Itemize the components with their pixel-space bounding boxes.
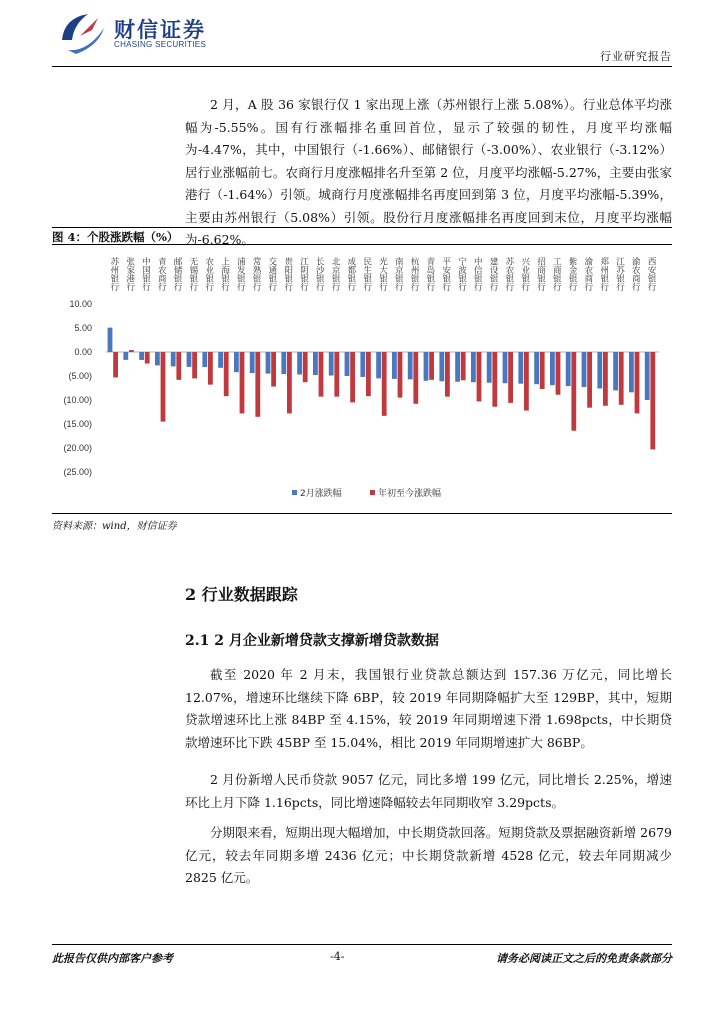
category-label: 兴业银行: [519, 257, 530, 291]
logo-swoosh-dark: [62, 14, 88, 40]
figure-bottom-divider: [52, 513, 672, 514]
subsection-heading: 2.1 2 月企业新增贷款支撑新增贷款数据: [185, 633, 439, 649]
category-label: 渝农商行: [630, 257, 641, 291]
category-label: 平安银行: [440, 257, 451, 291]
legend-swatch: [292, 490, 297, 495]
category-label: 青农商行: [156, 257, 167, 291]
y-tick-label: (20.00): [63, 443, 92, 453]
logo-name-en: CHASING SECURITIES: [114, 40, 207, 49]
bar-feb-change: [518, 352, 523, 384]
footer-disclaimer: 此报告仅供内部客户参考: [52, 952, 173, 965]
bar-feb-change: [313, 352, 318, 375]
category-label: 南京银行: [393, 257, 404, 291]
bar-feb-change: [534, 352, 539, 384]
figure-caption: 图 4：个股涨跌幅（%）: [52, 230, 179, 244]
category-label: 长沙银行: [314, 257, 325, 291]
bar-feb-change: [471, 352, 476, 382]
y-tick-label: (15.00): [63, 419, 92, 429]
bar-feb-change: [613, 352, 618, 390]
bar-ytd-change: [556, 352, 561, 395]
category-label: 苏州银行: [108, 257, 119, 291]
bar-ytd-change: [540, 352, 545, 389]
footer-divider: [52, 944, 672, 945]
category-label: 青岛银行: [424, 257, 435, 291]
category-label: 无锡银行: [187, 257, 198, 291]
bar-ytd-change: [303, 352, 308, 382]
bar-feb-change: [345, 352, 350, 376]
y-tick-label: (25.00): [63, 467, 92, 477]
bar-ytd-change: [176, 352, 181, 380]
category-label: 浦发银行: [235, 257, 246, 291]
category-label: 农业银行: [203, 257, 214, 291]
footer-terms-notice: 请务必阅读正文之后的免责条款部分: [496, 952, 672, 965]
bar-ytd-change: [587, 352, 592, 408]
bar-ytd-change: [619, 352, 624, 405]
category-label: 北京银行: [330, 257, 341, 291]
bar-ytd-change: [508, 352, 513, 403]
bar-feb-change: [187, 352, 192, 367]
bar-feb-change: [582, 352, 587, 387]
category-label: 工商银行: [551, 257, 562, 291]
category-label: 光大银行: [377, 257, 388, 291]
bar-ytd-change: [129, 350, 134, 352]
figure-caption-divider: [52, 244, 672, 245]
category-label: 渝农商行: [582, 257, 593, 291]
category-label: 交通银行: [266, 257, 277, 291]
bar-ytd-change: [224, 352, 229, 396]
bar-ytd-change: [208, 352, 213, 385]
category-label: 中国银行: [140, 257, 151, 291]
bar-feb-change: [597, 352, 602, 388]
y-tick-label: 10.00: [69, 299, 92, 309]
bar-feb-change: [424, 352, 429, 381]
category-label: 紫金银行: [567, 257, 578, 291]
category-label: 上海银行: [219, 257, 230, 291]
report-type-label: 行业研究报告: [600, 50, 672, 63]
legend-swatch: [370, 490, 375, 495]
bar-feb-change: [139, 352, 144, 360]
bar-feb-change: [297, 352, 302, 375]
bar-ytd-change: [192, 352, 197, 378]
category-label: 常熟银行: [251, 257, 262, 291]
bar-ytd-change: [492, 352, 497, 407]
bar-ytd-change: [366, 352, 371, 396]
bar-feb-change: [250, 352, 255, 373]
header-divider: [52, 66, 672, 67]
bar-ytd-change: [145, 352, 150, 364]
bar-feb-change: [218, 352, 223, 368]
bar-ytd-change: [255, 352, 260, 417]
category-label: 苏农银行: [503, 257, 514, 291]
bar-ytd-change: [382, 352, 387, 416]
section-heading: 2 行业数据跟踪: [185, 585, 298, 604]
bar-feb-change: [266, 352, 271, 374]
bar-ytd-change: [477, 352, 482, 401]
bar-ytd-change: [319, 352, 324, 397]
category-label: 招商银行: [535, 257, 546, 291]
category-label: 江苏银行: [614, 257, 625, 291]
category-label: 贵阳银行: [282, 257, 293, 291]
bar-feb-change: [455, 352, 460, 382]
category-label: 建设银行: [488, 257, 499, 291]
logo-arrow-accent: [80, 18, 98, 36]
bar-feb-change: [329, 352, 334, 376]
bar-ytd-change: [240, 352, 245, 413]
loan-summary-paragraph: 截至 2020 年 2 月末，我国银行业贷款总额达到 157.36 万亿元，同比增长 12.07%，增速环比继续下降 6BP，较 2019 年同期降幅扩大至 129BP，其中，短期贷款增速环比上涨 84BP 至 4.15%，较 2019 年同期增速下滑 1.698pcts，中长期贷款增速环比下跌 45BP 至 15.04%，相比 2019 年同期增速扩大 86BP。: [185, 667, 672, 750]
stock-change-bar-chart: [52, 247, 672, 512]
bar-ytd-change: [161, 352, 166, 422]
bar-feb-change: [281, 352, 286, 374]
bar-feb-change: [629, 352, 634, 392]
company-logo: [58, 10, 108, 56]
bar-feb-change: [408, 352, 413, 379]
bar-feb-change: [550, 352, 555, 385]
bar-feb-change: [439, 352, 444, 381]
bar-feb-change: [108, 328, 113, 352]
bar-ytd-change: [524, 352, 529, 411]
bar-feb-change: [234, 352, 239, 372]
category-label: 邮储银行: [172, 257, 183, 291]
bar-feb-change: [392, 352, 397, 379]
y-tick-label: (10.00): [63, 395, 92, 405]
figure-source: 资料来源：wind，财信证券: [52, 521, 177, 532]
y-tick-label: 0.00: [74, 347, 92, 357]
bar-ytd-change: [334, 352, 339, 397]
bar-feb-change: [171, 352, 176, 366]
y-tick-label: 5.00: [74, 323, 92, 333]
category-label: 杭州银行: [409, 257, 420, 291]
bar-ytd-change: [413, 352, 418, 404]
bar-feb-change: [645, 352, 650, 400]
bar-ytd-change: [398, 352, 403, 398]
logo-name-cn: 财信证券: [114, 18, 206, 42]
category-label: 民生银行: [361, 257, 372, 291]
bar-ytd-change: [603, 352, 608, 406]
bar-feb-change: [376, 352, 381, 378]
bar-feb-change: [360, 352, 365, 377]
bar-ytd-change: [287, 352, 292, 413]
category-label: 成都银行: [345, 257, 356, 291]
category-label: 张家港行: [124, 257, 135, 291]
bar-ytd-change: [271, 352, 276, 387]
bar-ytd-change: [650, 352, 655, 449]
category-label: 江阴银行: [298, 257, 309, 291]
intro-paragraph: 2 月，A 股 36 家银行仅 1 家出现上涨（苏州银行上涨 5.08%）。行业总体平均涨幅为-5.55%。国有行涨幅排名重回首位，显示了较强的韧性，月度平均涨幅为-4.47%，其中，中国银行（-1.66%）、邮储银行（-3.00%）、农业银行（-3.12%）居行业涨幅前七。农商行月度涨幅排名升至第 2 位，月度平均涨幅-5.27%，主要由张家港行（-1.64%）引领。城商行月度涨幅排名再度回到第 3 位，月度平均涨幅-5.39%，主要由苏州银行（5.08%）引领。股份行月度涨幅排名再度回到末位，月度平均涨幅为-6.62%。: [185, 97, 672, 247]
bar-ytd-change: [350, 352, 355, 402]
new-loans-paragraph: 2 月份新增人民币贷款 9057 亿元，同比多增 199 亿元，同比增长 2.25%，增速环比上月下降 1.16pcts，同比增速降幅较去年同期收窄 3.29pcts。: [185, 772, 672, 810]
category-label: 宁波银行: [456, 257, 467, 291]
bar-feb-change: [202, 352, 207, 367]
loan-term-paragraph: 分期限来看，短期出现大幅增加，中长期贷款回落。短期贷款及票据融资新增 2679 亿元，较去年同期多增 2436 亿元；中长期贷款新增 4528 亿元，较去年同期减少 2825 亿元。: [185, 825, 672, 885]
bar-feb-change: [566, 352, 571, 386]
y-tick-label: (5.00): [68, 371, 92, 381]
bar-ytd-change: [445, 352, 450, 397]
bar-feb-change: [487, 352, 492, 383]
category-label: 西安银行: [646, 257, 657, 291]
figure-top-divider: [52, 227, 672, 228]
bar-ytd-change: [461, 352, 466, 380]
page-number: -4-: [330, 950, 345, 963]
bar-feb-change: [123, 352, 128, 360]
category-label: 郑州银行: [598, 257, 609, 291]
bar-ytd-change: [635, 352, 640, 413]
bar-feb-change: [155, 352, 160, 365]
bar-ytd-change: [429, 352, 434, 380]
bar-ytd-change: [571, 352, 576, 431]
legend-label: 年初至今涨跌幅: [378, 489, 442, 499]
legend-label: 2月涨跌幅: [300, 489, 342, 499]
bar-feb-change: [503, 352, 508, 383]
category-label: 中信银行: [472, 257, 483, 291]
bar-ytd-change: [113, 352, 118, 377]
